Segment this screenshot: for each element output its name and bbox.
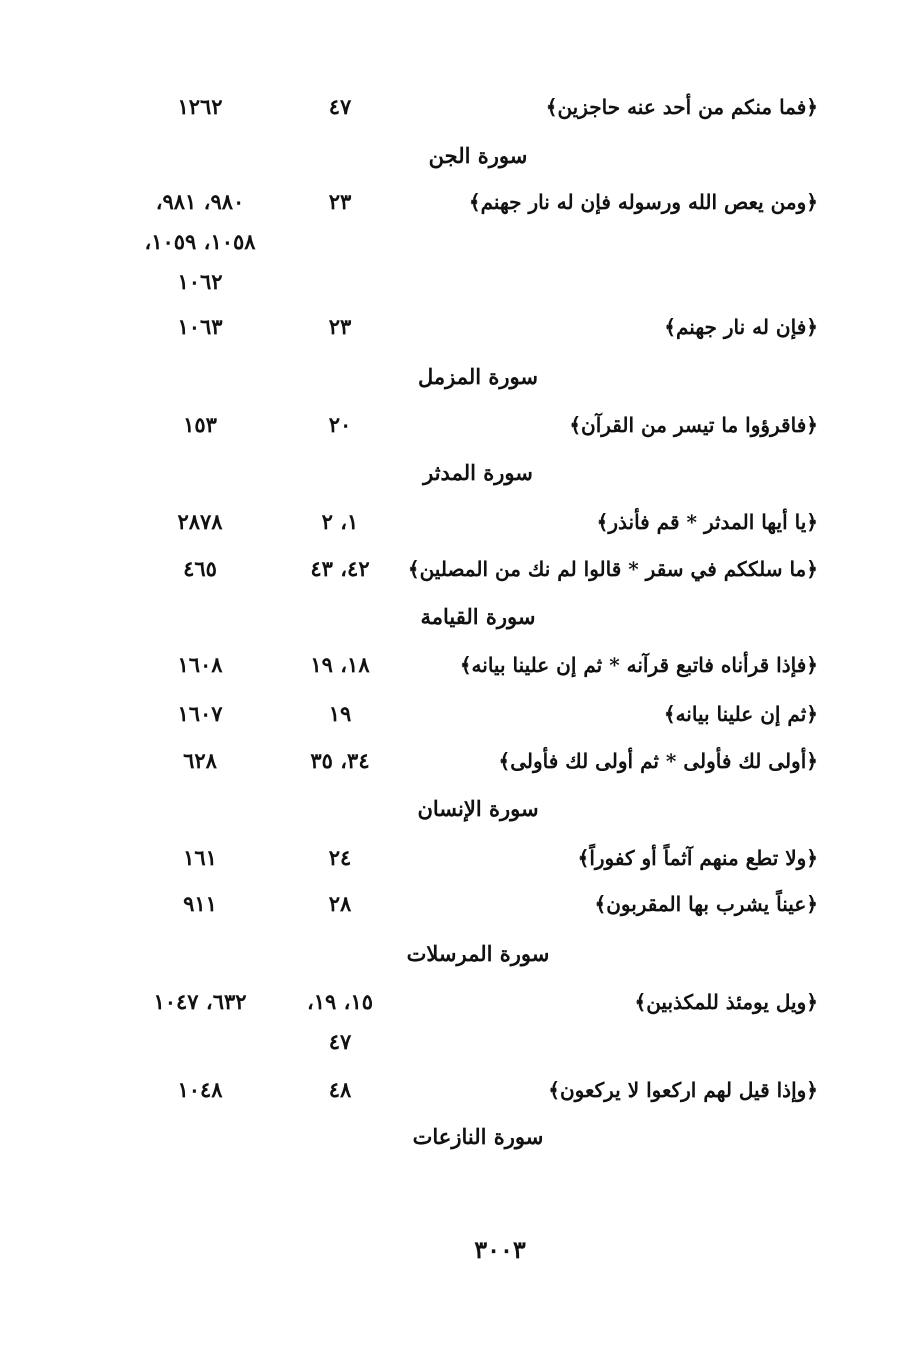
ayah-number: ٤٨: [328, 1077, 352, 1102]
verse-text: ﴿ولا تطع منهم آثماً أو كفوراً﴾: [577, 846, 818, 870]
verse-text: ﴿فاقرؤوا ما تيسر من القرآن﴾: [569, 413, 818, 437]
ayah-number: ١٨، ١٩: [310, 652, 370, 677]
page-refs: ١٠٦٣: [177, 314, 223, 339]
table-row: [0, 884, 923, 924]
surah-heading: سورة المزمل: [417, 364, 538, 389]
surah-heading: سورة الإنسان: [417, 796, 539, 821]
ayah-number: ١٩: [328, 701, 352, 726]
verse-text: ﴿عيناً يشرب بها المقربون﴾: [594, 892, 818, 916]
table-row: [0, 549, 923, 589]
page-refs-continued: ١٠٦٢: [177, 269, 223, 294]
verse-text: ﴿وإذا قيل لهم اركعوا لا يركعون﴾: [548, 1078, 818, 1102]
surah-heading: سورة المرسلات: [406, 941, 550, 966]
page-refs: ١٦٠٨: [177, 652, 223, 677]
verse-text: ﴿فإن له نار جهنم﴾: [664, 315, 818, 339]
page-refs: ٩١١: [183, 891, 217, 916]
ayah-number: ٢٣: [328, 189, 352, 214]
ayah-number: ٢٤: [328, 845, 352, 870]
page-refs-continued: ١٠٥٨، ١٠٥٩،: [144, 229, 256, 254]
table-row: [0, 982, 923, 1022]
verse-text: ﴿ويل يومئذ للمكذبين﴾: [634, 990, 818, 1014]
surah-heading: سورة الجن: [428, 143, 528, 168]
ayah-number: ٢٣: [328, 314, 352, 339]
page-refs: ١٥٣: [183, 412, 217, 437]
page-refs: ٦٢٨: [183, 748, 217, 773]
verse-text: ﴿فما منكم من أحد عنه حاجزين﴾: [545, 95, 818, 119]
ayah-number: ١، ٢: [321, 509, 359, 534]
table-row: [0, 405, 923, 445]
page-refs: ١٦١: [183, 845, 217, 870]
table-row: [0, 502, 923, 542]
ayah-number-continued: ٤٧: [328, 1029, 352, 1054]
verse-text: ﴿أولى لك فأولى * ثم أولى لك فأولى﴾: [498, 749, 818, 773]
surah-heading: سورة النازعات: [412, 1124, 544, 1149]
page-refs: ٩٨٠، ٩٨١،: [155, 189, 245, 214]
ayah-number: ١٥، ١٩،: [307, 989, 373, 1014]
table-row: [0, 645, 923, 685]
ayah-number: ٣٤، ٣٥: [310, 748, 370, 773]
page-refs: ١٢٦٢: [177, 94, 223, 119]
page-number: ٣٠٠٣: [474, 1235, 526, 1264]
verse-text: ﴿يا أيها المدثر * قم فأنذر﴾: [596, 510, 818, 534]
surah-heading: سورة المدثر: [423, 460, 533, 485]
table-row: [0, 838, 923, 878]
page-refs: ٤٦٥: [183, 556, 217, 581]
table-row: [0, 694, 923, 734]
table-row: [0, 307, 923, 347]
verse-text: ﴿ثم إن علينا بيانه﴾: [663, 702, 818, 726]
verse-text: ﴿فإذا قرأناه فاتبع قرآنه * ثم إن علينا بيانه﴾: [459, 653, 818, 677]
ayah-number: ٤٧: [328, 94, 352, 119]
table-row: [0, 741, 923, 781]
page-refs: ١٠٤٨: [177, 1077, 223, 1102]
table-row: [0, 182, 923, 222]
ayah-number: ٤٢، ٤٣: [310, 556, 370, 581]
table-row: [0, 87, 923, 127]
ayah-number: ٢٠: [328, 412, 352, 437]
table-row: [0, 1070, 923, 1110]
page-refs: ١٦٠٧: [177, 701, 223, 726]
surah-heading: سورة القيامة: [420, 604, 536, 629]
page-refs: ٢٨٧٨: [177, 509, 223, 534]
verse-text: ﴿ما سلككم في سقر * قالوا لم نك من المصلين﴾: [407, 557, 818, 581]
ayah-number: ٢٨: [328, 891, 352, 916]
verse-text: ﴿ومن يعص الله ورسوله فإن له نار جهنم﴾: [468, 190, 818, 214]
page-refs: ٦٣٢، ١٠٤٧: [153, 989, 247, 1014]
